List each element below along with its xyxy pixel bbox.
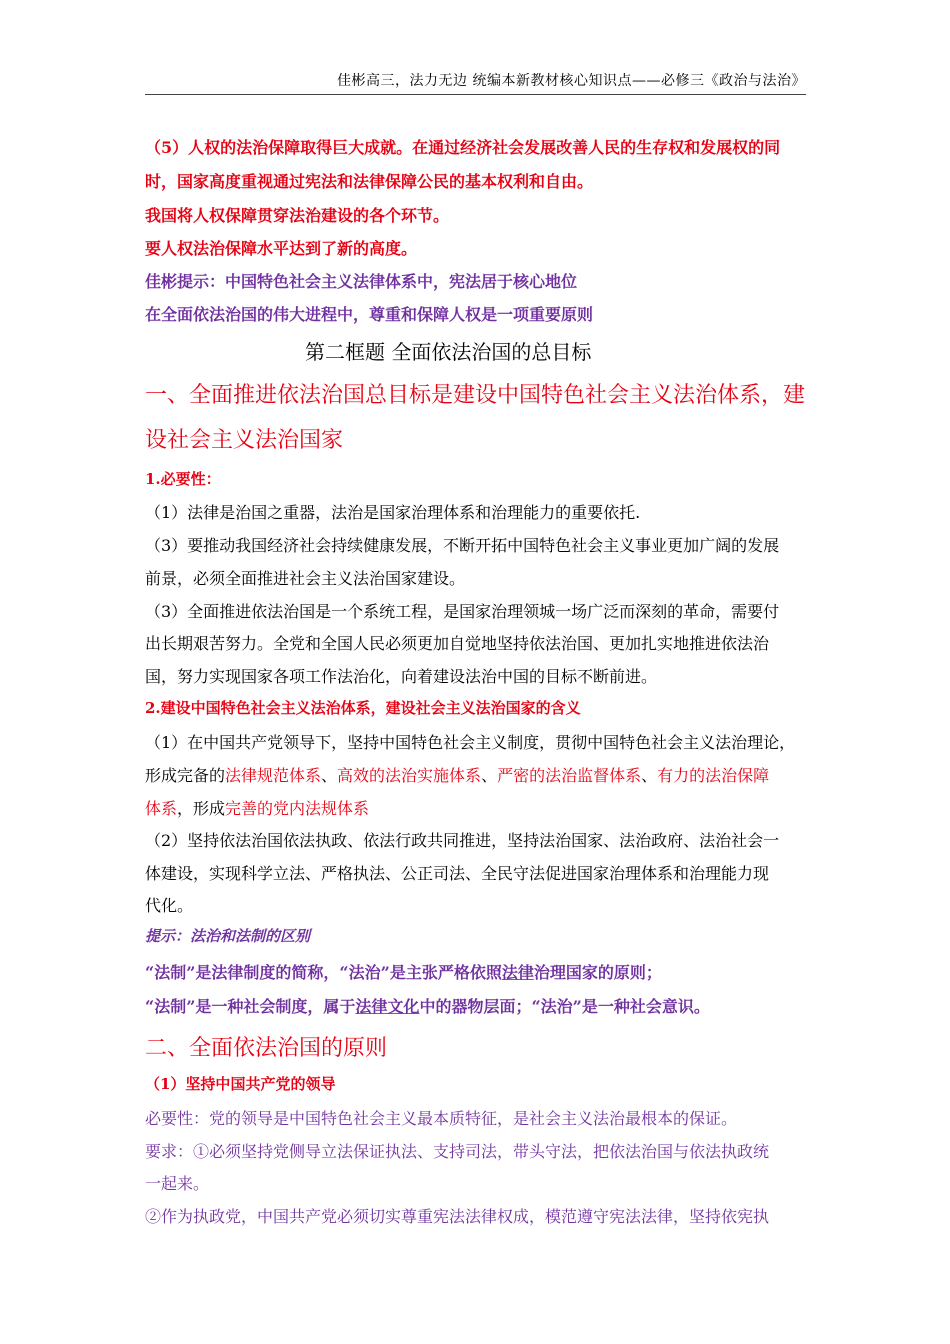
human-rights-line-1: （5）人权的法治保障取得巨大成就。在通过经济社会发展改善人民的生存权和发展权的同 xyxy=(145,138,781,157)
meaning-p2-line-1: （2）坚持依法治国依法执政、依法行政共同推进，坚持法治国家、法治政府、法治社会一 xyxy=(145,831,780,850)
supervision-system: 严密的法治监督体系 xyxy=(497,766,642,785)
principle-requirement-1: 要求：①必须坚持党侧导立法保证执法、支持司法，带头守法，把依法治国与依法执政统 xyxy=(145,1142,770,1161)
human-rights-line-3: 我国将人权保障贯穿法治建设的各个环节。 xyxy=(145,206,450,225)
necessity-p3-line-2: 出长期艰苦努力。全党和全国人民必须更加自觉地坚持依法治国、更加扎实地推进依法治 xyxy=(145,634,770,653)
meaning-p2-line-2: 体建设，实现科学立法、严格执法、公正司法、全民守法促进国家治理体系和治理能力现 xyxy=(145,864,770,883)
tip-l2-post: 中的器物层面；“法治”是一种社会意识。 xyxy=(419,997,710,1016)
necessity-p1: （1）法律是治国之重器，法治是国家治理体系和治理能力的重要依托. xyxy=(145,503,641,522)
necessity-heading: 1.必要性： xyxy=(145,470,221,488)
tip-difference-line-2 xyxy=(145,994,710,1017)
heading-one-line-1: 一、全面推进依法治国总目标是建设中国特色社会主义法治体系，建 xyxy=(145,383,806,408)
human-rights-line-4: 要人权法治保障水平达到了新的高度。 xyxy=(145,239,418,258)
heading-two: 二、全面依法治国的原则 xyxy=(145,1036,388,1061)
necessity-p2-line-2: 前景，必须全面推进社会主义法治国家建设。 xyxy=(145,569,466,588)
implementation-system: 高效的法治实施体系 xyxy=(337,766,482,785)
meaning-p2-line-3: 代化。 xyxy=(145,896,194,915)
necessity-p3-line-3: 国，努力实现国家各项工作法治化，向着建设法治中国的目标不断前进。 xyxy=(145,667,658,686)
guarantee-system-end: 体系 xyxy=(145,799,178,818)
legal-culture-underlined: 法律文化 xyxy=(355,997,420,1016)
law-underlined: 法律 xyxy=(501,963,534,982)
principle-requirement-2: ②作为执政党，中国共产党必须切实尊重宪法法律权成，模范遵守宪法法律，坚持依宪执 xyxy=(145,1207,770,1226)
tip-l1-post: 治理国家的原则； xyxy=(533,963,662,982)
separator: 、 xyxy=(641,766,658,785)
heading-one-line-2: 设社会主义法治国家 xyxy=(145,428,344,453)
meaning-p1-prefix: 形成完备的 xyxy=(145,766,226,785)
necessity-p3-line-1: （3）全面推进依法治国是一个系统工程，是国家治理领城一场广泛而深刻的革命，需要付 xyxy=(145,602,780,621)
separator: 、 xyxy=(481,766,498,785)
guarantee-system: 有力的法治保障 xyxy=(657,766,770,785)
necessity-p2-line-1: （3）要推动我国经济社会持续健康发展，不断开拓中国特色社会主义事业更加广阔的发展 xyxy=(145,536,780,555)
human-rights-line-2: 时，国家高度重视通过宪法和法律保障公民的基本权利和自由。 xyxy=(145,172,594,191)
meaning-p1-line-3 xyxy=(145,796,369,819)
tip-difference-line-1 xyxy=(145,960,662,983)
page-header: 佳彬高三，法力无边 统编本新教材核心知识点——必修三《政治与法治》 xyxy=(145,68,806,95)
tip-heading: 提示：法治和法制的区别 xyxy=(145,927,311,945)
principle-sub-heading: （1）坚持中国共产党的领导 xyxy=(145,1075,336,1093)
tip-l2-pre: “法制”是一种社会制度，属于 xyxy=(145,997,356,1016)
principle-requirement-1b: 一起来。 xyxy=(145,1174,210,1193)
meaning-p1-line-2 xyxy=(145,763,769,786)
section-title: 第二框题 全面依法治国的总目标 xyxy=(305,340,592,364)
separator: 、 xyxy=(321,766,338,785)
legal-norm-system: 法律规范体系 xyxy=(225,766,322,785)
tip-line-2: 在全面依法治国的伟大进程中，尊重和保障人权是一项重要原则 xyxy=(145,305,594,324)
meaning-heading: 2.建设中国特色社会主义法治体系，建设社会主义法治国家的含义 xyxy=(145,699,581,717)
tip-l1-pre: “法制”是法律制度的简称，“法治”是主张严格依照 xyxy=(145,963,502,982)
party-regulation-system: 完善的党内法规体系 xyxy=(225,799,370,818)
principle-necessity: 必要性：党的领导是中国特色社会主义最本质特征，是社会主义法治最根本的保证。 xyxy=(145,1109,738,1128)
meaning-p1-mid: ，形成 xyxy=(177,799,226,818)
tip-line-1: 佳彬提示：中国特色社会主义法律体系中，宪法居于核心地位 xyxy=(145,272,578,291)
meaning-p1-line-1: （1）在中国共产党领导下，坚持中国特色社会主义制度，贯彻中国特色社会主义法治理论， xyxy=(145,733,796,752)
